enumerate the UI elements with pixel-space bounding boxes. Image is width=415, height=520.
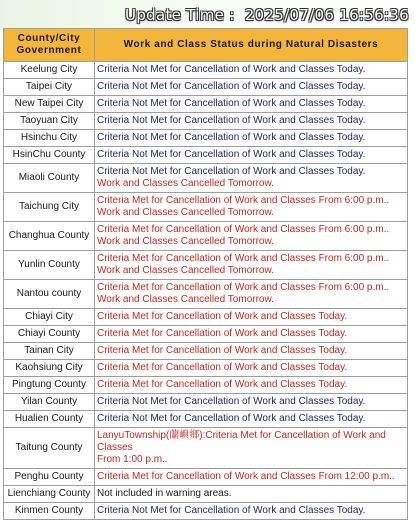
table-header-row <box>4 29 408 62</box>
table-row <box>4 411 408 428</box>
county-name: Yilan County <box>4 394 95 411</box>
status-cell <box>95 164 408 193</box>
table-row <box>4 222 408 251</box>
status-text: Criteria Not Met for Cancellation of Work and Classes Today. <box>97 413 366 424</box>
county-name: Taipei City <box>4 79 95 96</box>
status-cell <box>95 79 408 96</box>
county-name: New Taipei City <box>4 96 95 113</box>
county-name: Penghu County <box>4 469 95 486</box>
status-cell <box>95 309 408 326</box>
status-text: Not included in warning areas. <box>97 488 232 499</box>
county-name: Taitung County <box>4 428 95 469</box>
status-text: Work and Classes Cancelled Tomorrow. <box>97 178 274 189</box>
update-time: Update Time : 2025/07/06 16:56:36 <box>125 6 409 24</box>
table-row <box>4 147 408 164</box>
status-cell <box>95 113 408 130</box>
status-text: Criteria Met for Cancellation of Work and Classes From 6:00 p.m.. <box>97 282 390 293</box>
status-cell <box>95 469 408 486</box>
table-row <box>4 309 408 326</box>
county-name: Chiayi County <box>4 326 95 343</box>
status-cell <box>95 222 408 251</box>
table-row <box>4 193 408 222</box>
status-cell <box>95 130 408 147</box>
county-name: Kaohsiung City <box>4 360 95 377</box>
status-text: Criteria Not Met for Cancellation of Work and Classes Today. <box>97 166 366 177</box>
status-text: Work and Classes Cancelled Tomorrow. <box>97 207 274 218</box>
status-cell <box>95 326 408 343</box>
table-row <box>4 164 408 193</box>
table-row <box>4 96 408 113</box>
status-cell <box>95 280 408 309</box>
status-text: Criteria Not Met for Cancellation of Work and Classes Today. <box>97 98 366 109</box>
status-text: From 1:00 p.m.. <box>97 454 168 465</box>
status-text: Criteria Met for Cancellation of Work and Classes Today. <box>97 328 348 339</box>
table-row <box>4 486 408 503</box>
status-text: Criteria Not Met for Cancellation of Work and Classes Today. <box>97 396 366 407</box>
status-text: Criteria Not Met for Cancellation of Work and Classes Today. <box>97 81 366 92</box>
county-name: Keelung City <box>4 62 95 79</box>
status-text: LanyuTownship(蘭嶼鄉):Criteria Met for Cancellation of Work and Classes <box>97 430 386 453</box>
county-name: Taoyuan City <box>4 113 95 130</box>
status-cell <box>95 428 408 469</box>
county-name: Lienchiang County <box>4 486 95 503</box>
status-text: Criteria Met for Cancellation of Work and Classes From 6:00 p.m.. <box>97 253 390 264</box>
status-text: Work and Classes Cancelled Tomorrow. <box>97 294 274 305</box>
county-name: Pingtung County <box>4 377 95 394</box>
status-text: Criteria Met for Cancellation of Work and Classes Today. <box>97 345 348 356</box>
status-text: Work and Classes Cancelled Tomorrow. <box>97 265 274 276</box>
county-name: Yunlin County <box>4 251 95 280</box>
status-text: Criteria Met for Cancellation of Work and Classes Today. <box>97 311 348 322</box>
status-table <box>3 28 408 520</box>
table-row <box>4 113 408 130</box>
table-row <box>4 360 408 377</box>
county-name: Nantou county <box>4 280 95 309</box>
table-body <box>4 62 408 520</box>
table-row <box>4 79 408 96</box>
status-cell <box>95 343 408 360</box>
column-header-status: Work and Class Status during Natural Disasters <box>95 29 408 62</box>
table-row <box>4 377 408 394</box>
county-name: Hualien County <box>4 411 95 428</box>
county-name: Kinmen County <box>4 503 95 520</box>
table-row <box>4 469 408 486</box>
status-cell <box>95 251 408 280</box>
county-name: Chiayi City <box>4 309 95 326</box>
county-name: HsinChu County <box>4 147 95 164</box>
status-text: Criteria Met for Cancellation of Work and Classes From 6:00 p.m.. <box>97 195 390 206</box>
status-cell <box>95 193 408 222</box>
status-text: Criteria Met for Cancellation of Work and Classes From 6:00 p.m.. <box>97 224 390 235</box>
table-row <box>4 62 408 79</box>
county-name: Miaoli County <box>4 164 95 193</box>
county-name: Tainan City <box>4 343 95 360</box>
status-cell <box>95 486 408 503</box>
status-text: Criteria Met for Cancellation of Work and Classes Today. <box>97 379 348 390</box>
column-header-county: County/City Government <box>4 29 95 62</box>
status-cell <box>95 377 408 394</box>
status-cell <box>95 411 408 428</box>
status-text: Work and Classes Cancelled Tomorrow. <box>97 236 274 247</box>
table-row <box>4 251 408 280</box>
status-cell <box>95 503 408 520</box>
county-name: Hsinchu City <box>4 130 95 147</box>
table-row <box>4 503 408 520</box>
county-name: Changhua County <box>4 222 95 251</box>
status-cell <box>95 360 408 377</box>
table-row <box>4 428 408 469</box>
status-text: Criteria Met for Cancellation of Work and Classes Today. <box>97 362 348 373</box>
status-cell <box>95 147 408 164</box>
status-text: Criteria Not Met for Cancellation of Work and Classes Today. <box>97 132 366 143</box>
status-text: Criteria Not Met for Cancellation of Work and Classes Today. <box>97 149 366 160</box>
status-text: Criteria Not Met for Cancellation of Work and Classes Today. <box>97 115 366 126</box>
table-row <box>4 343 408 360</box>
table-row <box>4 130 408 147</box>
table-row <box>4 280 408 309</box>
county-name: Taichung City <box>4 193 95 222</box>
status-text: Criteria Met for Cancellation of Work and Classes From 12:00 p.m.. <box>97 471 395 482</box>
status-cell <box>95 394 408 411</box>
status-cell <box>95 62 408 79</box>
table-row <box>4 326 408 343</box>
table-row <box>4 394 408 411</box>
status-text: Criteria Not Met for Cancellation of Work and Classes Today. <box>97 64 366 75</box>
status-text: Criteria Not Met for Cancellation of Work and Classes Today. <box>97 505 366 516</box>
status-cell <box>95 96 408 113</box>
